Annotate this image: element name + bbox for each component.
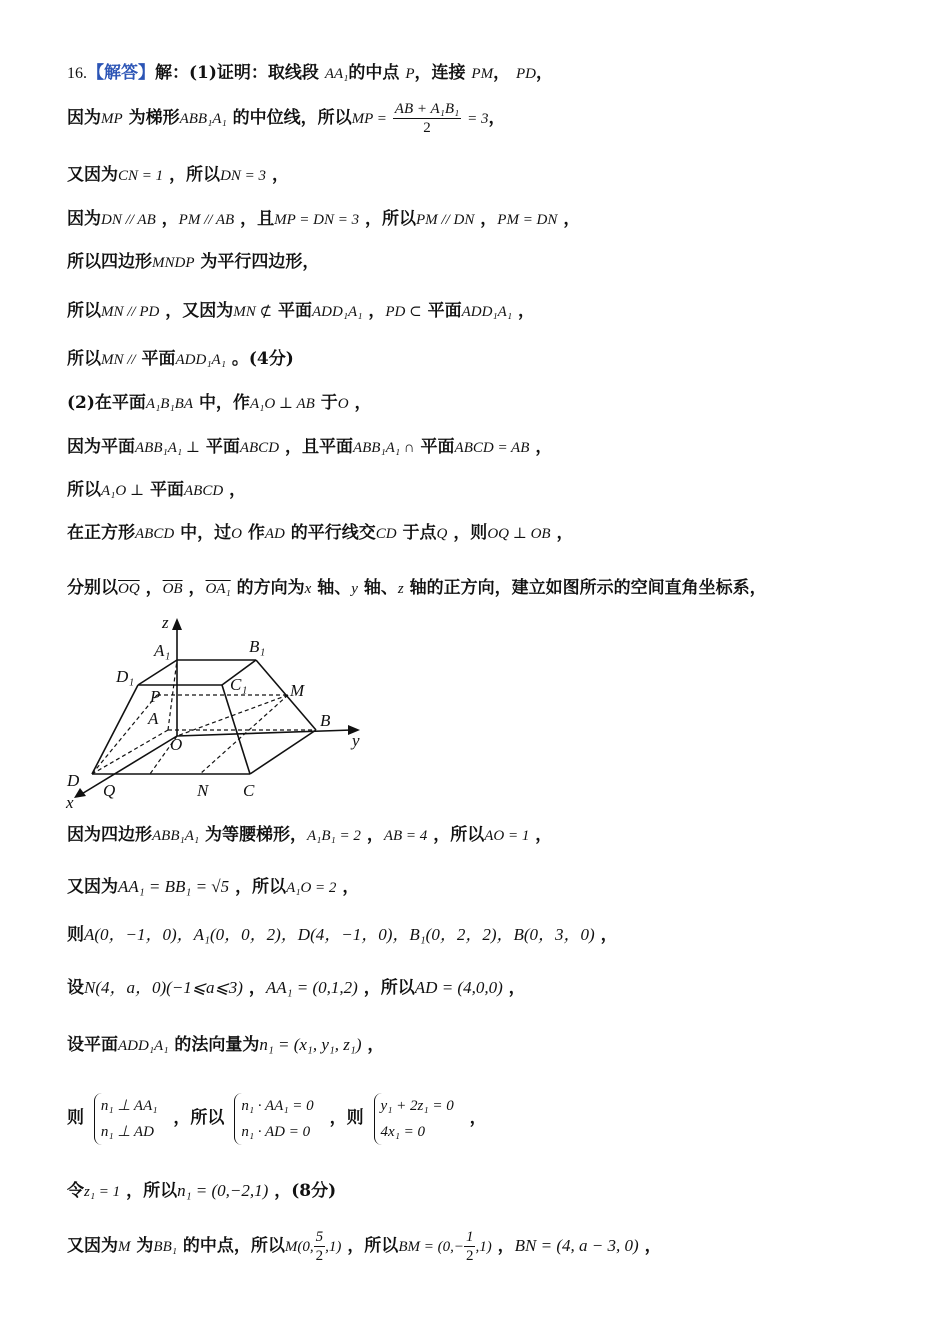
edge-cb [250, 730, 316, 774]
line-2: 因为MP 为梯形ABB₁A₁ 的中位线，所以MP = $\frac{\text{AB + A₁B₁}}{2}$ = 3， [67, 101, 506, 136]
line-13: 因为四边形ABB₁A₁ 为等腰梯形，A₁B₁ = 2 ，AB = 4 ，所以AO = 1 ， [67, 825, 553, 845]
line-3: 又因为CN = 1 ，所以DN = 3 ， [67, 165, 289, 185]
label-x: x [66, 793, 74, 812]
line-19: 令z₁ = 1 ，所以n₁ = (0,−2,1) ，(8分) [67, 1181, 337, 1201]
line-14: 又因为AA₁ = BB₁ = √5 ，所以A₁O = 2 ， [67, 877, 360, 897]
line-17: 设平面ADD₁A₁ 的法向量为n₁ = (x₁, y₁, z₁) ， [67, 1035, 385, 1055]
system-1: n₁ ⊥ AA₁ n₁ ⊥ AD [94, 1093, 164, 1145]
line-16: 设N(4，a，0)(−1⩽a⩽3) ，AA₁ = (0,1,2) ，所以AD = (4,0,0) ， [67, 978, 526, 998]
line-4: 因为DN // AB ，PM // AB ，且MP = DN = 3 ，所以PM // DN ，PM = DN ， [67, 209, 581, 229]
line-5: 所以四边形MNDP 为平行四边形， [67, 252, 320, 272]
system-3: y₁ + 2z₁ = 0 4x₁ = 0 [374, 1093, 460, 1145]
label-n: N [197, 781, 209, 800]
coordinate-figure [60, 612, 380, 812]
x-axis [80, 736, 177, 795]
line-9: 因为平面ABB₁A₁ ⊥ 平面ABCD ，且平面ABB₁A₁ ∩ 平面ABCD = AB ， [67, 437, 553, 457]
label-a: A [148, 709, 159, 728]
edge-a1d1 [138, 660, 177, 685]
line-15: 则A(0，−1，0)，A₁(0，0，2)，D(4，−1，0)，B₁(0，2，2)，B(0，3，0) ， [67, 925, 618, 945]
line-11: 在正方形ABCD 中，过O 作AD 的平行线交CD 于点Q ，则OQ ⊥ OB ， [67, 523, 574, 543]
solution-header: 【解答】 [87, 63, 155, 83]
label-d: D [67, 771, 80, 790]
label-c1: C₁ [230, 675, 248, 694]
label-q: Q [103, 781, 116, 800]
edge-dd1 [92, 685, 138, 774]
label-y: y [352, 731, 360, 750]
line-8: (2)在平面A₁B₁BA 中，作A₁O ⊥ AB 于O ， [67, 393, 372, 413]
line-18: 则 n₁ ⊥ AA₁ n₁ ⊥ AD ，所以 n₁ · AA₁ = 0 n₁ · AD = 0 ，则 y₁ + 2z₁ = 0 4x₁ = 0 ， [67, 1090, 487, 1146]
line-6: 所以MN // PD ，又因为MN ⊄ 平面ADD₁A₁ ，PD ⊂ 平面ADD₁A₁ ， [67, 301, 535, 321]
label-p: P [150, 687, 161, 706]
label-b1: B₁ [249, 637, 266, 656]
label-m: M [290, 681, 305, 700]
line-12: 分别以$\overline{OQ}$ ，$\overline{OB}$ ，OA₁ 的方向为x 轴、y 轴、z 轴的正方向，建立如图所示的空间直角坐标系， [67, 578, 767, 598]
fraction-midline: $\frac{\text{AB + A₁B₁}}{2}$ [394, 101, 460, 136]
y-axis [177, 730, 352, 736]
system-2: n₁ · AA₁ = 0 n₁ · AD = 0 [234, 1093, 319, 1145]
z-arrow [172, 618, 182, 630]
label-a1: A₁ [154, 641, 171, 660]
label-d1: D₁ [116, 667, 135, 686]
edge-pd [92, 695, 157, 774]
line-20: 又因为M 为BB₁ 的中点，所以M(0, $\frac{5}{2}$ ,1) ，所以BM = (0,− $\frac{1}{2}$ ,1) ，BN = (4, a − 3, 0) ， [67, 1229, 662, 1264]
line-10: 所以A₁O ⊥ 平面ABCD ， [67, 480, 247, 500]
label-b: B [320, 711, 331, 730]
line-7: 所以MN // 平面ADD₁A₁ 。(4分) [67, 349, 294, 369]
label-z: z [162, 613, 169, 632]
line-1: 16.【解答】解：(1)证明：取线段 AA₁的中点 P，连接 PM， PD， [67, 63, 553, 83]
label-c: C [243, 781, 255, 800]
label-o: O [170, 735, 183, 754]
